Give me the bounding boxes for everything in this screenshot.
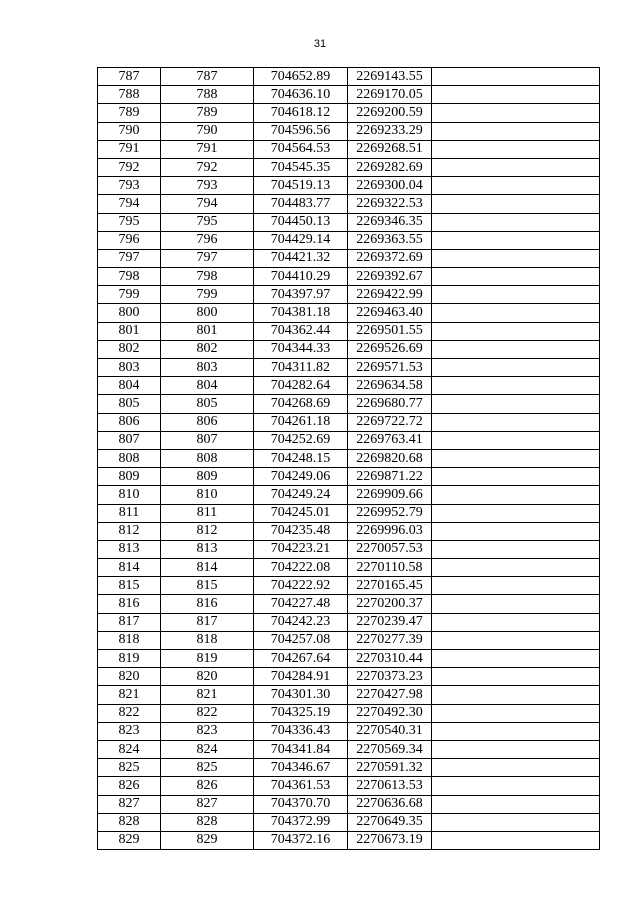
y-coordinate-cell: 2270591.32: [348, 759, 432, 777]
y-coordinate-cell: 2269952.79: [348, 504, 432, 522]
note-cell: [432, 540, 600, 558]
x-coordinate-cell: 704596.56: [254, 122, 348, 140]
table-row: [98, 286, 600, 304]
note-cell: [432, 231, 600, 249]
point-label-cell: 800: [161, 304, 254, 322]
point-label-cell: 808: [161, 449, 254, 467]
y-coordinate-cell: 2269143.55: [348, 68, 432, 86]
y-coordinate-cell: 2269233.29: [348, 122, 432, 140]
point-number-cell: 801: [98, 322, 161, 340]
note-cell: [432, 813, 600, 831]
point-label-cell: 792: [161, 158, 254, 176]
coordinates-table-body: [98, 68, 600, 850]
note-cell: [432, 359, 600, 377]
y-coordinate-cell: 2269170.05: [348, 86, 432, 104]
note-cell: [432, 522, 600, 540]
point-number-cell: 808: [98, 449, 161, 467]
note-cell: [432, 504, 600, 522]
y-coordinate-cell: 2269680.77: [348, 395, 432, 413]
y-coordinate-cell: 2269763.41: [348, 431, 432, 449]
y-coordinate-cell: 2269322.53: [348, 195, 432, 213]
point-label-cell: 804: [161, 377, 254, 395]
point-label-cell: 797: [161, 249, 254, 267]
point-label-cell: 829: [161, 831, 254, 849]
x-coordinate-cell: 704245.01: [254, 504, 348, 522]
y-coordinate-cell: 2269300.04: [348, 177, 432, 195]
point-label-cell: 816: [161, 595, 254, 613]
table-row: [98, 449, 600, 467]
point-label-cell: 815: [161, 577, 254, 595]
point-number-cell: 798: [98, 268, 161, 286]
y-coordinate-cell: 2270673.19: [348, 831, 432, 849]
note-cell: [432, 249, 600, 267]
table-row: [98, 413, 600, 431]
y-coordinate-cell: 2269909.66: [348, 486, 432, 504]
table-row: [98, 595, 600, 613]
table-row: [98, 486, 600, 504]
point-number-cell: 806: [98, 413, 161, 431]
point-label-cell: 794: [161, 195, 254, 213]
point-label-cell: 805: [161, 395, 254, 413]
x-coordinate-cell: 704257.08: [254, 631, 348, 649]
y-coordinate-cell: 2269634.58: [348, 377, 432, 395]
point-number-cell: 789: [98, 104, 161, 122]
table-row: [98, 686, 600, 704]
point-label-cell: 820: [161, 668, 254, 686]
note-cell: [432, 449, 600, 467]
x-coordinate-cell: 704282.64: [254, 377, 348, 395]
y-coordinate-cell: 2269268.51: [348, 140, 432, 158]
point-label-cell: 810: [161, 486, 254, 504]
point-label-cell: 828: [161, 813, 254, 831]
point-number-cell: 813: [98, 540, 161, 558]
point-number-cell: 795: [98, 213, 161, 231]
note-cell: [432, 722, 600, 740]
point-number-cell: 803: [98, 359, 161, 377]
note-cell: [432, 468, 600, 486]
x-coordinate-cell: 704235.48: [254, 522, 348, 540]
y-coordinate-cell: 2269282.69: [348, 158, 432, 176]
point-label-cell: 824: [161, 740, 254, 758]
point-label-cell: 826: [161, 777, 254, 795]
y-coordinate-cell: 2269501.55: [348, 322, 432, 340]
point-label-cell: 825: [161, 759, 254, 777]
point-number-cell: 800: [98, 304, 161, 322]
point-label-cell: 787: [161, 68, 254, 86]
x-coordinate-cell: 704249.06: [254, 468, 348, 486]
table-row: [98, 249, 600, 267]
x-coordinate-cell: 704410.29: [254, 268, 348, 286]
table-row: [98, 704, 600, 722]
y-coordinate-cell: 2270310.44: [348, 650, 432, 668]
x-coordinate-cell: 704421.32: [254, 249, 348, 267]
point-label-cell: 818: [161, 631, 254, 649]
note-cell: [432, 577, 600, 595]
table-row: [98, 813, 600, 831]
point-label-cell: 821: [161, 686, 254, 704]
note-cell: [432, 777, 600, 795]
point-number-cell: 802: [98, 340, 161, 358]
point-number-cell: 788: [98, 86, 161, 104]
y-coordinate-cell: 2269363.55: [348, 231, 432, 249]
y-coordinate-cell: 2270492.30: [348, 704, 432, 722]
point-label-cell: 823: [161, 722, 254, 740]
table-row: [98, 431, 600, 449]
y-coordinate-cell: 2269571.53: [348, 359, 432, 377]
coordinates-table: [97, 67, 600, 850]
point-label-cell: 807: [161, 431, 254, 449]
note-cell: [432, 158, 600, 176]
y-coordinate-cell: 2269871.22: [348, 468, 432, 486]
point-label-cell: 809: [161, 468, 254, 486]
x-coordinate-cell: 704268.69: [254, 395, 348, 413]
x-coordinate-cell: 704222.92: [254, 577, 348, 595]
x-coordinate-cell: 704267.64: [254, 650, 348, 668]
table-row: [98, 795, 600, 813]
point-number-cell: 796: [98, 231, 161, 249]
point-number-cell: 791: [98, 140, 161, 158]
y-coordinate-cell: 2269372.69: [348, 249, 432, 267]
point-number-cell: 804: [98, 377, 161, 395]
point-label-cell: 802: [161, 340, 254, 358]
point-label-cell: 812: [161, 522, 254, 540]
point-number-cell: 829: [98, 831, 161, 849]
x-coordinate-cell: 704361.53: [254, 777, 348, 795]
note-cell: [432, 377, 600, 395]
x-coordinate-cell: 704223.21: [254, 540, 348, 558]
point-number-cell: 820: [98, 668, 161, 686]
note-cell: [432, 122, 600, 140]
point-number-cell: 818: [98, 631, 161, 649]
point-number-cell: 810: [98, 486, 161, 504]
point-number-cell: 787: [98, 68, 161, 86]
y-coordinate-cell: 2270636.68: [348, 795, 432, 813]
x-coordinate-cell: 704284.91: [254, 668, 348, 686]
note-cell: [432, 650, 600, 668]
note-cell: [432, 195, 600, 213]
note-cell: [432, 340, 600, 358]
point-number-cell: 790: [98, 122, 161, 140]
point-label-cell: 791: [161, 140, 254, 158]
note-cell: [432, 613, 600, 631]
x-coordinate-cell: 704249.24: [254, 486, 348, 504]
y-coordinate-cell: 2269392.67: [348, 268, 432, 286]
x-coordinate-cell: 704261.18: [254, 413, 348, 431]
x-coordinate-cell: 704346.67: [254, 759, 348, 777]
point-number-cell: 827: [98, 795, 161, 813]
note-cell: [432, 704, 600, 722]
note-cell: [432, 177, 600, 195]
x-coordinate-cell: 704252.69: [254, 431, 348, 449]
x-coordinate-cell: 704429.14: [254, 231, 348, 249]
point-label-cell: 789: [161, 104, 254, 122]
table-row: [98, 759, 600, 777]
y-coordinate-cell: 2270613.53: [348, 777, 432, 795]
y-coordinate-cell: 2270110.58: [348, 559, 432, 577]
table-row: [98, 468, 600, 486]
note-cell: [432, 668, 600, 686]
point-label-cell: 795: [161, 213, 254, 231]
point-number-cell: 799: [98, 286, 161, 304]
note-cell: [432, 395, 600, 413]
y-coordinate-cell: 2269722.72: [348, 413, 432, 431]
table-row: [98, 304, 600, 322]
point-number-cell: 825: [98, 759, 161, 777]
y-coordinate-cell: 2269526.69: [348, 340, 432, 358]
point-number-cell: 792: [98, 158, 161, 176]
y-coordinate-cell: 2269463.40: [348, 304, 432, 322]
table-row: [98, 177, 600, 195]
point-number-cell: 819: [98, 650, 161, 668]
note-cell: [432, 104, 600, 122]
point-number-cell: 797: [98, 249, 161, 267]
note-cell: [432, 631, 600, 649]
point-label-cell: 806: [161, 413, 254, 431]
point-number-cell: 823: [98, 722, 161, 740]
point-label-cell: 793: [161, 177, 254, 195]
point-label-cell: 817: [161, 613, 254, 631]
point-label-cell: 822: [161, 704, 254, 722]
table-row: [98, 268, 600, 286]
x-coordinate-cell: 704325.19: [254, 704, 348, 722]
table-row: [98, 158, 600, 176]
note-cell: [432, 213, 600, 231]
x-coordinate-cell: 704370.70: [254, 795, 348, 813]
table-row: [98, 668, 600, 686]
table-row: [98, 377, 600, 395]
point-label-cell: 811: [161, 504, 254, 522]
point-number-cell: 815: [98, 577, 161, 595]
y-coordinate-cell: 2269200.59: [348, 104, 432, 122]
y-coordinate-cell: 2270239.47: [348, 613, 432, 631]
note-cell: [432, 322, 600, 340]
x-coordinate-cell: 704618.12: [254, 104, 348, 122]
point-number-cell: 807: [98, 431, 161, 449]
y-coordinate-cell: 2270649.35: [348, 813, 432, 831]
x-coordinate-cell: 704248.15: [254, 449, 348, 467]
note-cell: [432, 413, 600, 431]
point-number-cell: 816: [98, 595, 161, 613]
x-coordinate-cell: 704336.43: [254, 722, 348, 740]
x-coordinate-cell: 704450.13: [254, 213, 348, 231]
table-row: [98, 650, 600, 668]
point-label-cell: 819: [161, 650, 254, 668]
point-label-cell: 790: [161, 122, 254, 140]
note-cell: [432, 559, 600, 577]
x-coordinate-cell: 704545.35: [254, 158, 348, 176]
note-cell: [432, 304, 600, 322]
y-coordinate-cell: 2270057.53: [348, 540, 432, 558]
point-number-cell: 822: [98, 704, 161, 722]
y-coordinate-cell: 2270277.39: [348, 631, 432, 649]
point-number-cell: 812: [98, 522, 161, 540]
point-number-cell: 817: [98, 613, 161, 631]
point-label-cell: 827: [161, 795, 254, 813]
point-number-cell: 811: [98, 504, 161, 522]
point-number-cell: 828: [98, 813, 161, 831]
table-row: [98, 559, 600, 577]
point-number-cell: 824: [98, 740, 161, 758]
note-cell: [432, 486, 600, 504]
x-coordinate-cell: 704483.77: [254, 195, 348, 213]
x-coordinate-cell: 704372.99: [254, 813, 348, 831]
table-row: [98, 104, 600, 122]
table-row: [98, 231, 600, 249]
x-coordinate-cell: 704564.53: [254, 140, 348, 158]
table-row: [98, 213, 600, 231]
point-number-cell: 814: [98, 559, 161, 577]
table-row: [98, 722, 600, 740]
note-cell: [432, 759, 600, 777]
point-label-cell: 788: [161, 86, 254, 104]
x-coordinate-cell: 704397.97: [254, 286, 348, 304]
x-coordinate-cell: 704362.44: [254, 322, 348, 340]
table-row: [98, 613, 600, 631]
point-label-cell: 814: [161, 559, 254, 577]
table-row: [98, 831, 600, 849]
point-label-cell: 799: [161, 286, 254, 304]
note-cell: [432, 286, 600, 304]
table-row: [98, 322, 600, 340]
y-coordinate-cell: 2270569.34: [348, 740, 432, 758]
point-label-cell: 798: [161, 268, 254, 286]
note-cell: [432, 595, 600, 613]
note-cell: [432, 140, 600, 158]
point-number-cell: 821: [98, 686, 161, 704]
point-label-cell: 801: [161, 322, 254, 340]
x-coordinate-cell: 704652.89: [254, 68, 348, 86]
y-coordinate-cell: 2269996.03: [348, 522, 432, 540]
x-coordinate-cell: 704381.18: [254, 304, 348, 322]
table-row: [98, 195, 600, 213]
table-row: [98, 86, 600, 104]
table-row: [98, 395, 600, 413]
table-row: [98, 577, 600, 595]
y-coordinate-cell: 2270165.45: [348, 577, 432, 595]
table-row: [98, 504, 600, 522]
y-coordinate-cell: 2269422.99: [348, 286, 432, 304]
table-row: [98, 68, 600, 86]
note-cell: [432, 831, 600, 849]
x-coordinate-cell: 704222.08: [254, 559, 348, 577]
x-coordinate-cell: 704344.33: [254, 340, 348, 358]
table-row: [98, 122, 600, 140]
note-cell: [432, 86, 600, 104]
table-row: [98, 522, 600, 540]
table-row: [98, 340, 600, 358]
x-coordinate-cell: 704227.48: [254, 595, 348, 613]
point-label-cell: 803: [161, 359, 254, 377]
table-row: [98, 631, 600, 649]
point-number-cell: 805: [98, 395, 161, 413]
table-row: [98, 740, 600, 758]
y-coordinate-cell: 2270427.98: [348, 686, 432, 704]
x-coordinate-cell: 704519.13: [254, 177, 348, 195]
x-coordinate-cell: 704311.82: [254, 359, 348, 377]
table-row: [98, 777, 600, 795]
y-coordinate-cell: 2270200.37: [348, 595, 432, 613]
note-cell: [432, 740, 600, 758]
note-cell: [432, 431, 600, 449]
point-number-cell: 794: [98, 195, 161, 213]
table-row: [98, 140, 600, 158]
point-number-cell: 809: [98, 468, 161, 486]
y-coordinate-cell: 2270373.23: [348, 668, 432, 686]
x-coordinate-cell: 704341.84: [254, 740, 348, 758]
note-cell: [432, 795, 600, 813]
y-coordinate-cell: 2270540.31: [348, 722, 432, 740]
note-cell: [432, 686, 600, 704]
page-number: 31: [313, 38, 327, 50]
x-coordinate-cell: 704636.10: [254, 86, 348, 104]
table-row: [98, 359, 600, 377]
x-coordinate-cell: 704372.16: [254, 831, 348, 849]
x-coordinate-cell: 704242.23: [254, 613, 348, 631]
x-coordinate-cell: 704301.30: [254, 686, 348, 704]
point-label-cell: 796: [161, 231, 254, 249]
y-coordinate-cell: 2269820.68: [348, 449, 432, 467]
note-cell: [432, 68, 600, 86]
point-number-cell: 826: [98, 777, 161, 795]
point-label-cell: 813: [161, 540, 254, 558]
note-cell: [432, 268, 600, 286]
y-coordinate-cell: 2269346.35: [348, 213, 432, 231]
table-row: [98, 540, 600, 558]
point-number-cell: 793: [98, 177, 161, 195]
